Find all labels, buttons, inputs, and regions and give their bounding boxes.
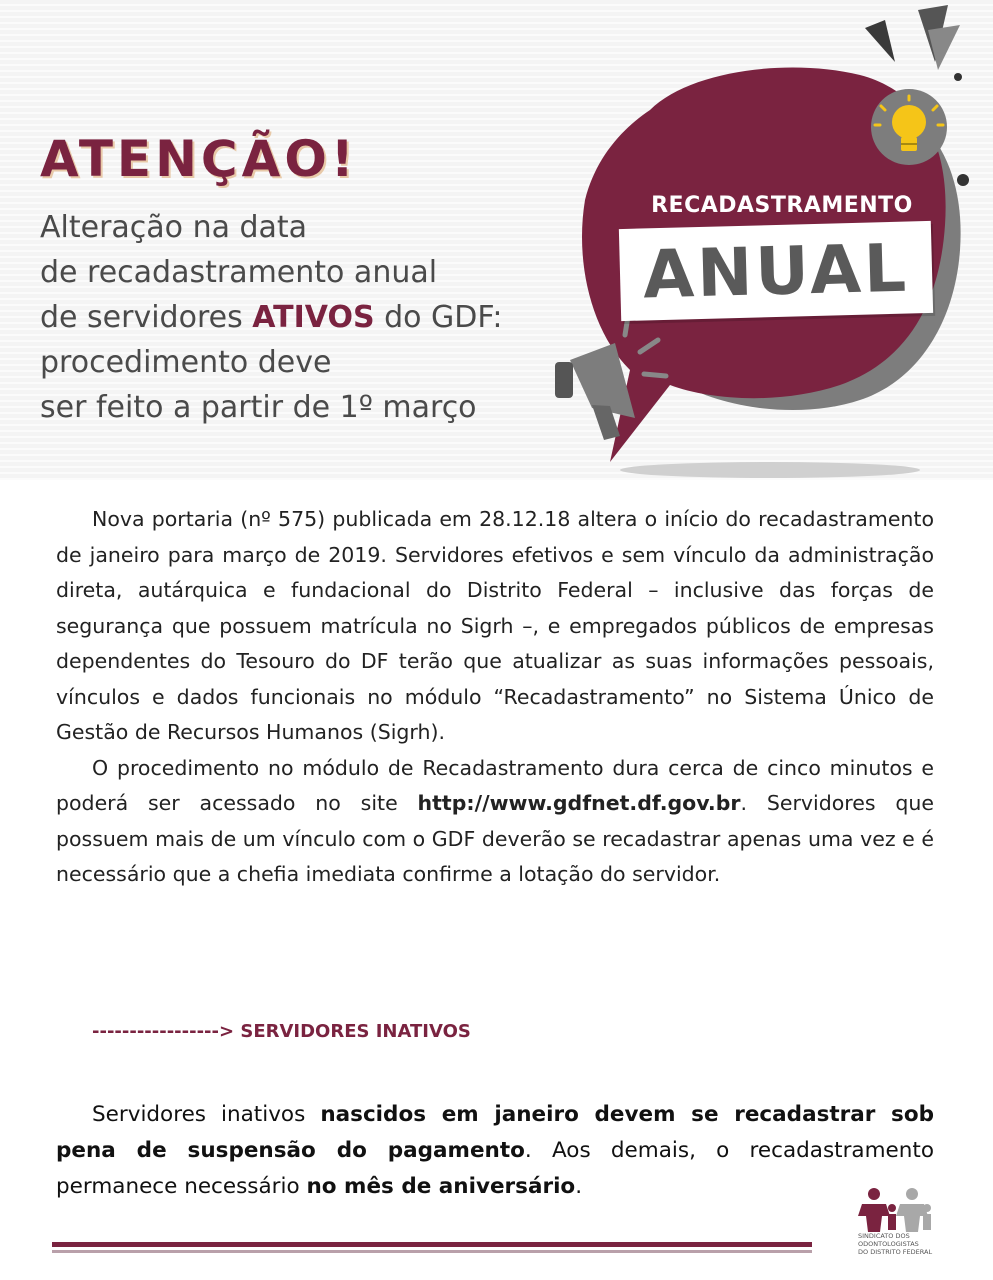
logo-line-3: DO DISTRITO FEDERAL	[858, 1248, 933, 1256]
inactive-paragraph	[56, 1097, 934, 1205]
inactive-t4: no mês de aniversário	[306, 1174, 576, 1199]
subtitle-line-1: Alteração na data	[40, 210, 308, 245]
body-paragraph-2	[56, 751, 934, 893]
subtitle	[40, 205, 620, 430]
deco-dot-1	[954, 73, 962, 81]
inactive-heading: -----------------> SERVIDORES INATIVOS	[92, 1021, 471, 1042]
inactive-text	[56, 1097, 934, 1205]
deco-triangle-1	[865, 20, 895, 62]
body-p2-pre: O procedimento no módulo de Recadastramento dura cerca de cinco minutos e poderá ser acessado no site	[56, 755, 934, 815]
subtitle-line-3-pre: de servidores	[40, 300, 253, 335]
badge-shadow	[620, 462, 920, 478]
subtitle-line-5: ser feito a partir de 1º março	[40, 390, 477, 425]
inactive-t3: . Aos demais, o recadastramento permanece necessário	[56, 1138, 934, 1199]
body-text	[56, 502, 934, 893]
body-paragraph-1: Nova portaria (nº 575) publicada em 28.12.18 altera o início do recadastramento de janeiro para março de 2019. Servidores efetivos e sem vínculo da administração direta, autárquica e fundacional do Distrito Federal – inclusive das forças de segurança que possuem matrícula no Sigrh –, e empregados públicos de empresas dependentes do Tesouro do DF terão que atualizar as suas informações pessoais, vínculos e dados funcionais no módulo “Recadastramento” no Sistema Único de Gestão de Recursos Humanos (Sigrh).	[56, 507, 934, 744]
badge-word: ANUAL	[642, 229, 910, 313]
inactive-t1: Servidores inativos	[92, 1102, 321, 1127]
inactive-t5: .	[575, 1174, 583, 1199]
deco-triangle-3	[928, 25, 960, 70]
footer-divider	[52, 1242, 812, 1253]
footer-line-pink	[52, 1250, 812, 1253]
deco-dot-2	[957, 174, 969, 186]
subtitle-highlight: ATIVOS	[252, 300, 375, 335]
badge-box	[619, 221, 933, 321]
body-p2-post: . Servidores que possuem mais de um vínculo com o GDF deverão se recadastrar apenas uma vez e é necessário que a chefia imediata confirme a lotação do servidor.	[56, 791, 934, 886]
site-link[interactable]: http://www.gdfnet.df.gov.br	[417, 791, 741, 815]
subtitle-line-3-post: do GDF:	[374, 300, 503, 335]
logo-line-1: SINDICATO DOS	[858, 1232, 910, 1240]
footer-line-maroon	[52, 1242, 812, 1247]
logo-line-2: ODONTOLOGISTAS	[858, 1240, 919, 1248]
logo-text	[858, 1232, 948, 1256]
badge-title: RECADASTRAMENTO	[651, 193, 913, 218]
headline: ATENÇÃO!	[40, 130, 358, 188]
inactive-t2: nascidos em janeiro devem se recadastrar sob pena de suspensão do pagamento	[56, 1102, 934, 1163]
subtitle-line-2: de recadastramento anual	[40, 255, 438, 290]
subtitle-line-3	[40, 295, 620, 340]
lightbulb-icon	[871, 89, 947, 165]
header-banner	[0, 0, 993, 480]
subtitle-line-4: procedimento deve	[40, 345, 332, 380]
